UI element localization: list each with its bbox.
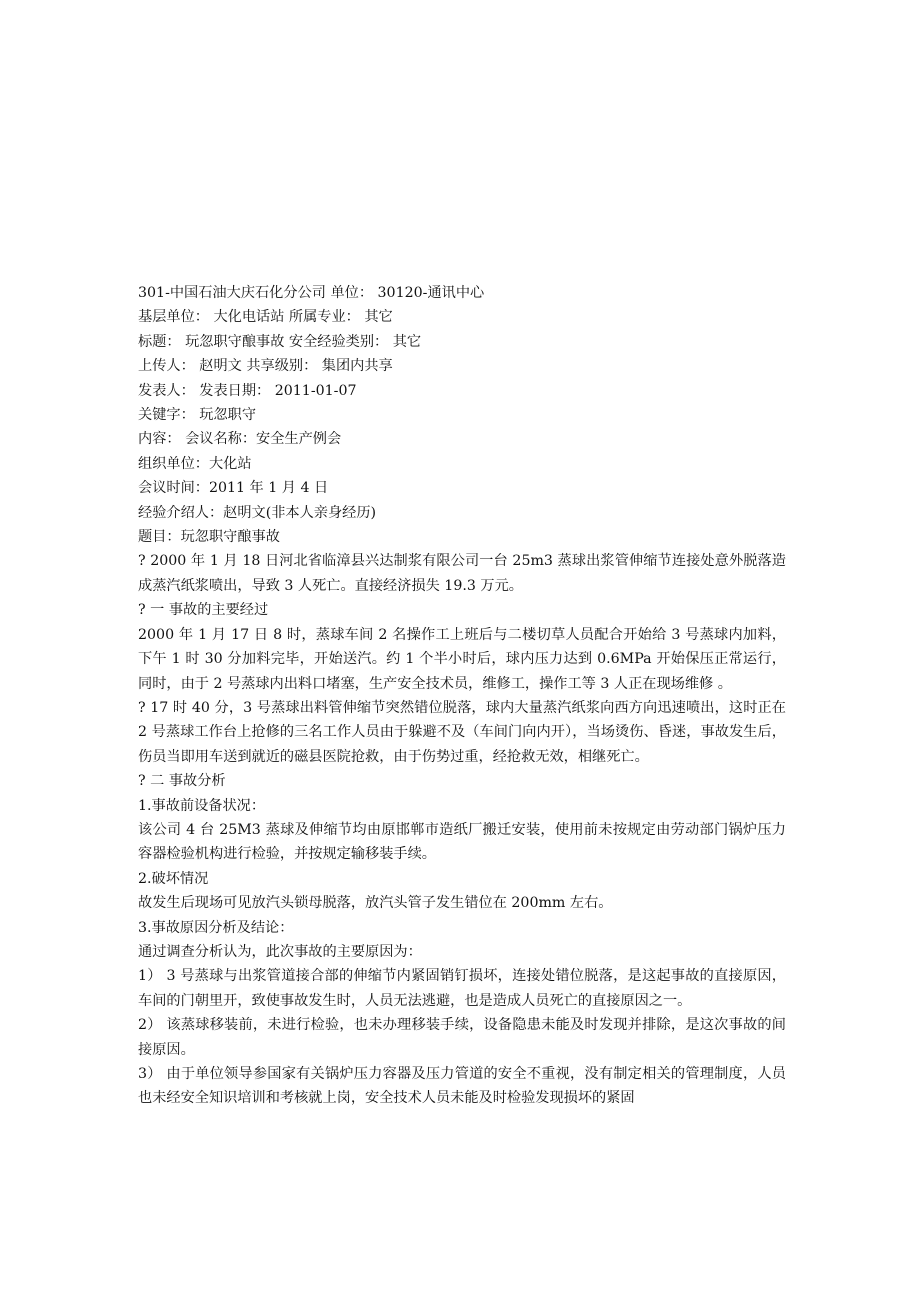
header-line-meeting-time: 会议时间：2011 年 1 月 4 日 bbox=[138, 480, 329, 497]
header-line-unit: 基层单位： 大化电话站 所属专业： 其它 bbox=[138, 309, 393, 326]
subheading-damage: 2.破坏情况 bbox=[138, 870, 209, 887]
cause-item-1: 1） 3 号蒸球与出浆管道接合部的伸缩节内紧固销钉损坏，连接处错位脱落，是这起事故的直接原因，车间的门朝里开，致使事故发生时，人员无法逃避，也是造成人员死亡的直接原因之一。 bbox=[138, 968, 786, 1009]
cause-item-2: 2） 该蒸球移装前，未进行检验，也未办理移装手续，设备隐患未能及时发现并排除，是这次事故的间接原因。 bbox=[138, 1017, 786, 1058]
header-line-presenter: 经验介绍人：赵明文(非本人亲身经历) bbox=[138, 504, 377, 521]
header-line-topic: 题目：玩忽职守酿事故 bbox=[138, 529, 280, 546]
header-line-uploader: 上传人： 赵明文 共享级别： 集团内共享 bbox=[138, 358, 393, 375]
subheading-equipment-status: 1.事故前设备状况： bbox=[138, 797, 266, 814]
section-heading-analysis: ? 二 事故分析 bbox=[138, 773, 226, 790]
header-line-organizer: 组织单位：大化站 bbox=[138, 455, 252, 472]
course-paragraph-1: 2000 年 1 月 17 日 8 时，蒸球车间 2 名操作工上班后与二楼切草人员配合开始给 3 号蒸球内加料，下午 1 时 30 分加料完毕，开始送汽。约 1 个半小时后，球内压力达到 0.6MPa 开始保压正常运行，同时，由于 2 号蒸球内出料口堵塞，生产安全技术员，维修工，操作工等 3 人正在现场维修 。 bbox=[138, 626, 786, 692]
header-line-company: 301-中国石油大庆石化分公司 单位： 30120-通讯中心 bbox=[138, 285, 485, 301]
damage-paragraph: 故发生后现场可见放汽头锁母脱落，放汽头管子发生错位在 200mm 左右。 bbox=[138, 895, 613, 912]
subheading-cause-analysis: 3.事故原因分析及结论： bbox=[138, 919, 294, 936]
section-heading-course: ? 一 事故的主要经过 bbox=[138, 602, 269, 619]
cause-item-3: 3） 由于单位领导参国家有关锅炉压力容器及压力管道的安全不重视，没有制定相关的管理制度，人员也未经安全知识培训和考核就上岗，安全技术人员未能及时检验发现损坏的紧固 bbox=[138, 1066, 786, 1107]
header-line-content: 内容： 会议名称：安全生产例会 bbox=[138, 431, 342, 448]
document-body bbox=[138, 281, 786, 1111]
equipment-status-paragraph: 该公司 4 台 25M3 蒸球及伸缩节均由原邯郸市造纸厂搬迁安装，使用前未按规定由劳动部门锅炉压力容器检验机构进行检验，并按规定输移装手续。 bbox=[138, 821, 786, 863]
header-line-keywords: 关键字： 玩忽职守 bbox=[138, 407, 257, 424]
header-line-publisher: 发表人： 发表日期： 2011-01-07 bbox=[138, 382, 357, 399]
summary-paragraph: ? 2000 年 1 月 18 日河北省临漳县兴达制浆有限公司一台 25m3 蒸球出浆管伸缩节连接处意外脱落造成蒸汽纸浆喷出，导致 3 人死亡。直接经济损失 19.3 万元。 bbox=[138, 553, 786, 594]
cause-intro: 通过调查分析认为，此次事故的主要原因为： bbox=[138, 943, 422, 960]
header-line-title: 标题： 玩忽职守酿事故 安全经验类别： 其它 bbox=[138, 333, 422, 350]
course-paragraph-2: ? 17 时 40 分，3 号蒸球出料管伸缩节突然错位脱落，球内大量蒸汽纸浆向西方向迅速喷出，这时正在 2 号蒸球工作台上抢修的三名工作人员由于躲避不及（车间门向内开），当场烫伤、昏迷，事故发生后，伤员当即用车送到就近的磁县医院抢救，由于伤势过重，经抢救无效，相继死亡。 bbox=[138, 699, 786, 765]
